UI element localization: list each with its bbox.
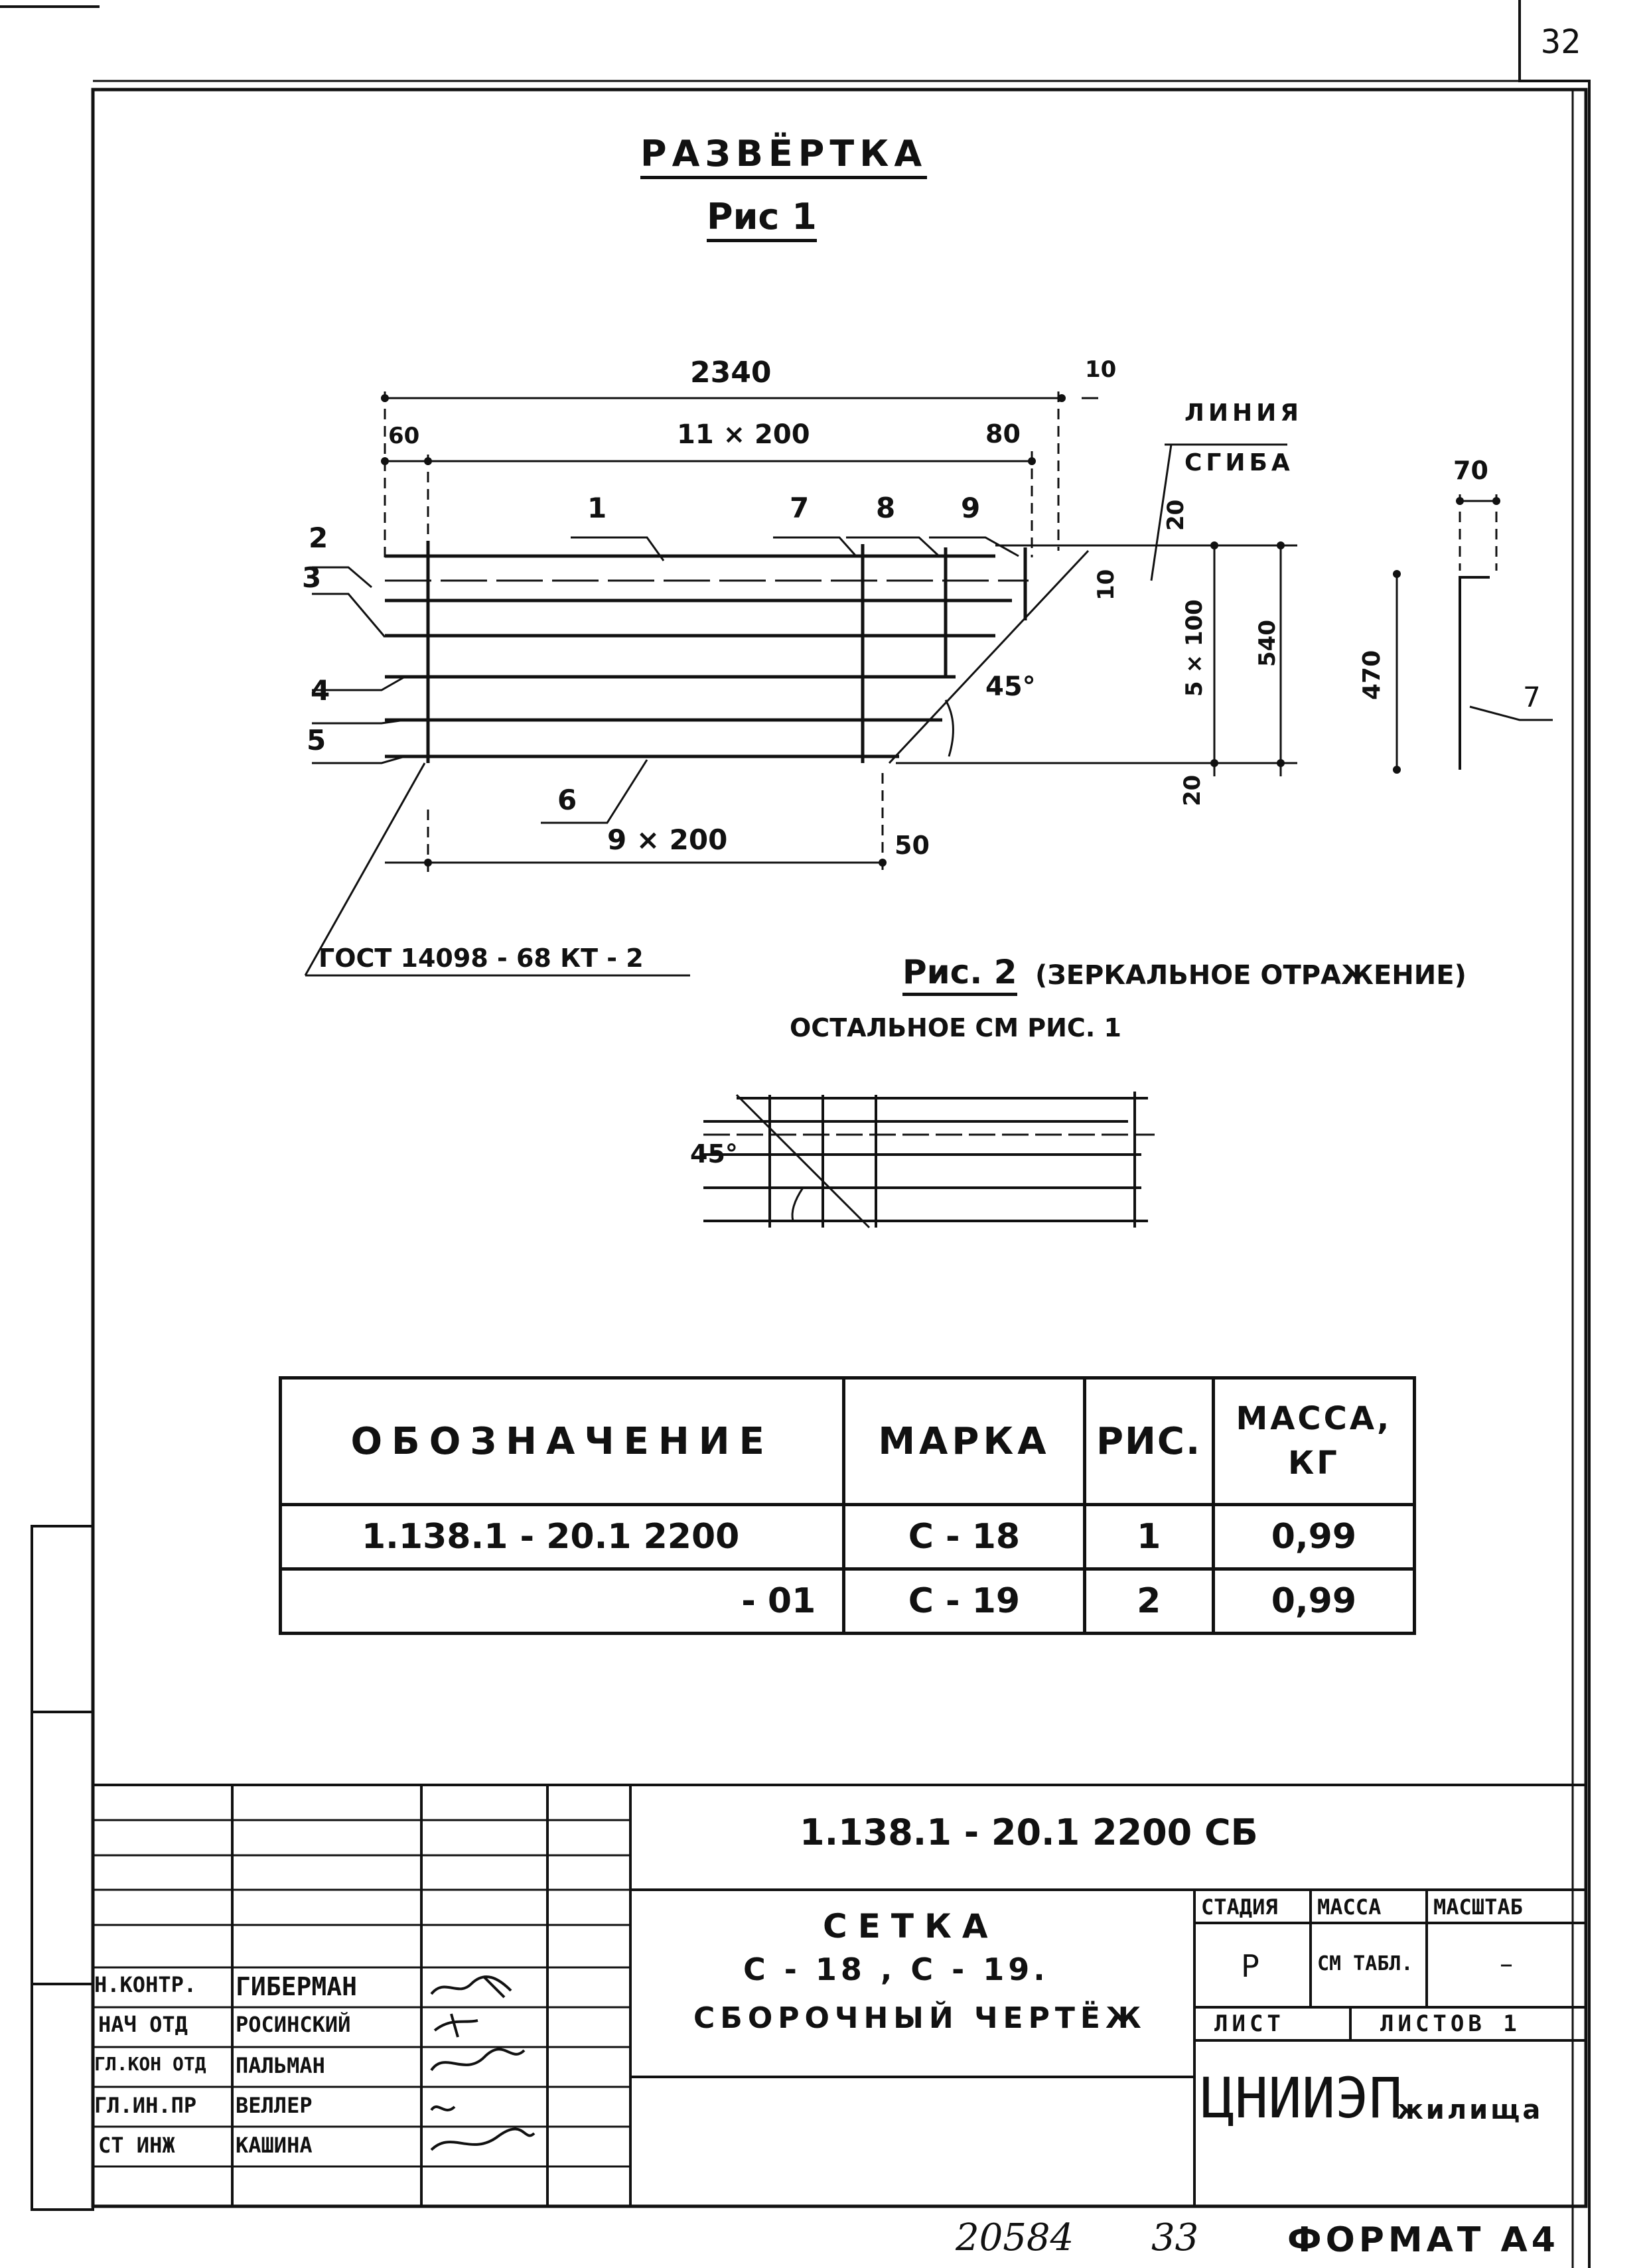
- position-label-5: 5: [307, 724, 326, 756]
- row2-mark: С - 19: [844, 1569, 1084, 1634]
- side-view-position: 7: [1523, 681, 1541, 713]
- dim-bottom-edge: 20: [1179, 774, 1206, 806]
- dim-angle: 45°: [985, 672, 1036, 702]
- staff-role-5: СТ ИНЖ: [98, 2133, 175, 2158]
- dim-total: 2340: [690, 356, 772, 390]
- row1-figure: 1: [1084, 1505, 1213, 1569]
- header-designation: ОБОЗНАЧЕНИЕ: [281, 1378, 844, 1505]
- mass-value: СМ ТАБЛ.: [1317, 1952, 1413, 1975]
- figure1-subtitle: Рис 1: [707, 199, 817, 242]
- dim-spacing-bottom: 9 × 200: [607, 823, 728, 856]
- staff-name-2: РОСИНСКИЙ: [236, 2012, 351, 2037]
- bend-line-label-1: ЛИНИЯ: [1184, 399, 1303, 427]
- row1-mark: С - 18: [844, 1505, 1084, 1569]
- header-mark: МАРКА: [844, 1378, 1084, 1505]
- position-label-2: 2: [309, 522, 328, 554]
- staff-name-5: КАШИНА: [236, 2133, 313, 2158]
- staff-role-3: ГЛ.КОН ОТД: [94, 2053, 206, 2075]
- dim-right-offset: 80: [985, 419, 1021, 449]
- table-row: [281, 1505, 1415, 1569]
- figure2-subtitle: ОСТАЛЬНОЕ СМ РИС. 1: [790, 1013, 1121, 1042]
- position-label-7: 7: [790, 492, 810, 524]
- staff-role-1: Н.КОНТР.: [94, 1972, 197, 1997]
- gost-note: ГОСТ 14098 - 68 КТ - 2: [319, 944, 644, 973]
- position-label-6: 6: [557, 784, 577, 816]
- mass-label: МАССА: [1317, 1894, 1382, 1920]
- dim-spacing-top: 11 × 200: [677, 419, 810, 450]
- spec-table: [279, 1376, 1416, 1635]
- sheets-label: ЛИСТОВ 1: [1380, 2011, 1521, 2037]
- sheet-label: ЛИСТ: [1214, 2011, 1285, 2037]
- spec-table-header: [281, 1378, 1415, 1505]
- document-code: 1.138.1 - 20.1 2200 СБ: [800, 1811, 1258, 1853]
- stage-value: Р: [1241, 1948, 1259, 1984]
- position-label-4: 4: [311, 674, 330, 707]
- header-figure: РИС.: [1084, 1378, 1213, 1505]
- dim-bottom-right: 50: [895, 831, 930, 860]
- sheet-index: 33: [1151, 2216, 1199, 2259]
- dim-top-edge: 20: [1163, 499, 1189, 531]
- figure2-angle: 45°: [690, 1139, 738, 1169]
- side-view-width: 70: [1453, 456, 1488, 485]
- title-name-line1: СЕТКА: [823, 1907, 999, 1946]
- row2-designation: - 01: [281, 1569, 844, 1634]
- title-name-line3: СБОРОЧНЫЙ ЧЕРТЁЖ: [693, 2001, 1147, 2035]
- row1-designation: 1.138.1 - 20.1 2200: [281, 1505, 844, 1569]
- stage-label: СТАДИЯ: [1201, 1894, 1278, 1920]
- bend-line-label-2: СГИБА: [1184, 449, 1294, 476]
- row2-figure: 2: [1084, 1569, 1213, 1634]
- inventory-number: 20584: [956, 2216, 1074, 2259]
- table-row: [281, 1569, 1415, 1634]
- dim-left-offset: 60: [388, 423, 420, 449]
- position-label-1: 1: [587, 492, 607, 524]
- figure2-title: Рис. 2: [902, 956, 1017, 996]
- signatures: [425, 1957, 544, 2170]
- scale-label: МАСШТАБ: [1433, 1894, 1523, 1920]
- dim-height: 540: [1254, 620, 1281, 667]
- dim-bend-offset: 10: [1093, 569, 1119, 601]
- position-label-8: 8: [876, 492, 896, 524]
- figure1-title: РАЗВЁРТКА: [640, 136, 927, 179]
- side-view-height: 470: [1358, 650, 1386, 700]
- title-name-line2: С - 18 , С - 19.: [743, 1951, 1049, 1987]
- format-label: ФОРМАТ А4: [1287, 2220, 1559, 2260]
- scale-value: –: [1500, 1949, 1513, 1979]
- row2-mass: 0,99: [1213, 1569, 1414, 1634]
- page-number: 32: [1541, 23, 1581, 61]
- row1-mass: 0,99: [1213, 1505, 1414, 1569]
- staff-role-4: ГЛ.ИН.ПР: [94, 2093, 197, 2118]
- position-label-9: 9: [961, 492, 981, 524]
- organization-suffix: жилища: [1397, 2095, 1543, 2125]
- staff-name-1: ГИБЕРМАН: [236, 1972, 358, 2001]
- staff-name-4: ВЕЛЛЕР: [236, 2093, 313, 2118]
- dim-end-top: 10: [1085, 356, 1117, 383]
- organization: ЦНИИЭП: [1201, 2066, 1403, 2131]
- figure2-title-note: (ЗЕРКАЛЬНОЕ ОТРАЖЕНИЕ): [1035, 960, 1467, 991]
- dim-spacing-vertical: 5 × 100: [1181, 599, 1208, 697]
- staff-role-2: НАЧ ОТД: [98, 2012, 188, 2037]
- header-mass: МАССА, КГ: [1213, 1378, 1414, 1505]
- staff-name-3: ПАЛЬМАН: [236, 2053, 325, 2078]
- position-label-3: 3: [302, 561, 322, 594]
